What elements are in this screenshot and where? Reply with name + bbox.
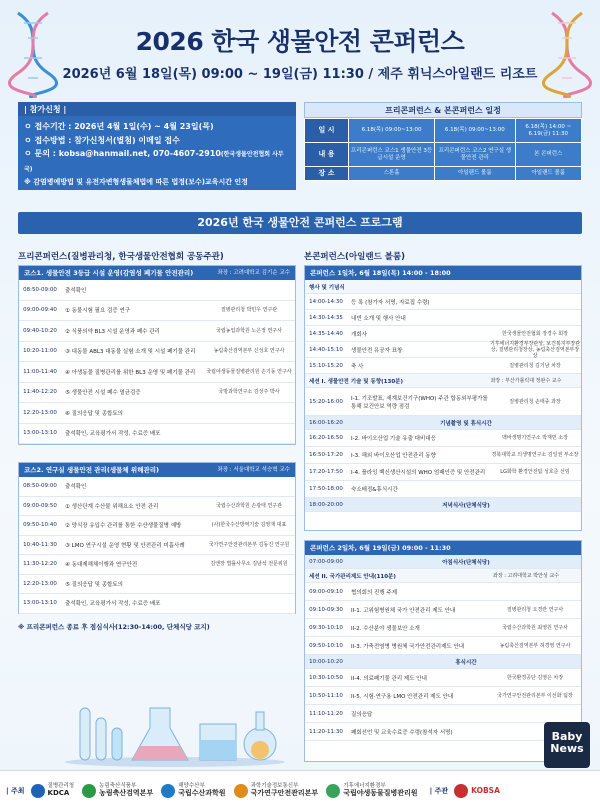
session-cell: I-1. 기조발표, 세계보건기구(WHO) 주관 합동외부평가를 통해 보건안보 역량 점검 — [351, 395, 488, 410]
event-date-location: 2026년 6월 18일(목) 09:00 ~ 19일(금) 11:30 / 제주 휘닉스아일랜드 리조트 — [62, 67, 538, 82]
presenter-cell: 한국생물안전협회 장경수 회장 — [502, 330, 568, 337]
schedule-row-content: 내 용 프리콘퍼런스 코스1 생물안전 3등급시설 운영 프리콘퍼런스 코스2 연구실 생물안전 관리 본 콘퍼런스 — [305, 143, 582, 167]
course2-panel — [18, 462, 296, 614]
time-cell: 17:20-17:50 — [309, 469, 343, 475]
session-cell: 숙소배정&휴식시간 — [351, 487, 398, 493]
day2-session2-rows — [305, 583, 581, 655]
session-cell: ① 생산단계 수산물 위해요소 안전 관리 — [65, 503, 159, 510]
table-row — [305, 481, 581, 498]
presenter-cell: 국립수산과학원 최영원 연구사 — [502, 624, 568, 631]
time-cell: 09:00-09:50 — [23, 502, 57, 509]
table-row — [19, 362, 295, 383]
host-org-parent: 해양수산부 — [178, 783, 205, 789]
presenter-cell: 질병관리청 박민우 연구관 — [220, 307, 278, 314]
table-row — [305, 358, 581, 374]
time-cell: 10:20-11:00 — [23, 348, 57, 355]
table-row — [19, 301, 295, 322]
session-cell: 내빈 소개 및 행사 안내 — [351, 315, 406, 322]
session-cell: 폐회선언 및 교육수료증 수령(참석자 서명) — [351, 729, 453, 736]
presenter-cell: 질병관리청 오경란 연구사 — [506, 606, 564, 613]
session-cell: ④ 아생동물 질병관리를 위한 BL3 운영 및 폐기물 관리 — [65, 369, 196, 376]
day1-session1-rows-2 — [305, 430, 581, 498]
course1-panel — [18, 265, 296, 445]
presenter-cell: 맥바생명기연구소 박재민 소장 — [502, 435, 568, 441]
registration-contact: ㅇ 문의 : kobsa@hanmail.net, 070-4607-2910(한국생물안전협회 사무국) — [24, 149, 284, 173]
presenter-cell: 국가연구안전관리본부 김동진 연구원 — [208, 541, 290, 548]
table-row — [305, 637, 581, 655]
table-row — [305, 447, 581, 464]
session-cell: I-4. 플라잉 백신생산시설의 WHO 엄패인증 및 안전관리 — [351, 470, 486, 476]
host-org-parent: 농림축산식품부 — [99, 783, 137, 789]
table-row — [305, 619, 581, 637]
host-org-name: 농림축산검역본부 — [99, 789, 154, 797]
host-label: | 주최 — [6, 786, 25, 795]
session-cell: ② 양식장 유입수 관리를 통한 수산생물질병 예방 — [65, 523, 182, 530]
table-row — [305, 294, 581, 310]
time-cell: 13:00-13:10 — [23, 600, 57, 607]
time-cell: 10:50-11:10 — [309, 692, 343, 699]
table-row — [305, 464, 581, 481]
time-cell: 14:35-14:40 — [309, 330, 343, 337]
table-row — [305, 687, 581, 705]
table-row — [305, 342, 581, 358]
time-cell: 17:50-18:00 — [309, 486, 343, 492]
host-org-name: 국가연구안전관리본부 — [250, 789, 319, 797]
host-org-parent: 기후에너지환경부 — [343, 783, 386, 789]
session-cell: 축 사 — [351, 363, 364, 370]
presenter-cell: 김앤장 법률사무소 김남석 전문위원 — [210, 561, 288, 568]
session-cell: II-3. 가축전염병 병원체 국가안전관리제도 안내 — [351, 643, 465, 650]
header — [0, 0, 600, 95]
time-cell: 16:20-16:50 — [309, 435, 343, 441]
presenter-cell: (사)한국수산방역기술 김영재 대표 — [211, 522, 287, 529]
host-org-parent: 과학기술정보통신부 — [250, 783, 299, 789]
host-org-name: KDCA — [47, 789, 70, 797]
table-row — [19, 516, 295, 536]
time-cell: 11:30-12:20 — [23, 561, 57, 568]
time-cell: 09:10-09:30 — [309, 606, 343, 613]
registration-credit-note: ※ 감염병예방법 및 유전자변형생물체법에 따른 법정(보수)교육시간 인정 — [24, 178, 248, 186]
table-row — [19, 594, 295, 614]
presenter-cell: 국립수산과학원 손광태 연구관 — [216, 502, 282, 509]
day1-header: 콘퍼런스 1일차, 6월 18일(목) 14:00 - 18:00 — [305, 266, 581, 280]
session-cell: 생물안전 유공자 표창 — [351, 347, 403, 354]
organizer-label: | 주관 — [429, 786, 449, 795]
registration-heading: | 참가신청 | — [18, 102, 296, 116]
registration-period: ㅇ 접수기간 : 2026년 4월 1일(수) ~ 4월 23일(목) — [24, 122, 214, 131]
schedule-row-venue: 장 소 스톤홀 아일랜드 볼룸 아일랜드 볼룸 — [305, 167, 582, 181]
session-cell: 등 록 (참가자 서명, 자료집 수령) — [351, 299, 430, 306]
table-row — [19, 424, 295, 445]
day1-session1-rows — [305, 388, 581, 416]
pre-conference-note: ※ 프리콘퍼런스 종료 후 점심식사(12:30-14:00, 단체식당 코지) — [18, 623, 210, 631]
presenter-cell: 국가연구안전관리본부 이선화 팀장 — [497, 692, 573, 699]
course1-header: 코스1. 생물안전 3등급 시설 운영(감염성 폐기물 안전관리) 좌장 : 고려대학교 김기순 교수 — [19, 266, 295, 280]
session-cell: 출석확인 — [65, 287, 87, 294]
table-row — [19, 280, 295, 301]
day1-break-row: 16:00-16:20 기념촬영 및 휴식시간 — [305, 416, 581, 430]
session-cell: II-1. 고위험병원체 국가 안전관리 제도 안내 — [351, 607, 456, 614]
time-cell: 10:40-11:30 — [23, 541, 57, 548]
host-org-name: 국립야생동물질병관리원 — [343, 789, 418, 797]
kobsa-icon — [454, 784, 468, 798]
nrsm-icon — [234, 784, 248, 798]
day1-session1-label: 세션 I. 생물안전 기술 및 동향(130분) 좌장 : 부산가톨릭대 정완수 교수 — [305, 374, 581, 388]
table-row — [19, 403, 295, 424]
program-banner: 2026년 한국 생물안전 콘퍼런스 프로그램 — [18, 212, 582, 234]
session-cell: 협의회의 진행 주제 — [351, 589, 398, 596]
day2-breakfast-row: 07:00-09:00 아침식사(단체식당) — [305, 555, 581, 569]
presenter-cell: 국방과학연구소 김성주 박사 — [218, 389, 280, 396]
footer-organizers — [0, 770, 600, 810]
session-cell: ② 식품의약 BL3 시설 운영과 폐수 관리 — [65, 328, 160, 335]
day1-opening-label: 행사 및 기념식 — [305, 280, 581, 294]
session-cell: 출석확인, 교육평가서 작성, 수료증 배포 — [65, 601, 161, 608]
host-org-list — [31, 783, 426, 798]
page-title: 2026 한국 생물안전 콘퍼런스 — [135, 27, 465, 56]
time-cell: 12:20-13:00 — [23, 409, 57, 416]
day1-dinner-row: 18:00-20:00 저녁식사(단체식당) — [305, 498, 581, 512]
time-cell: 09:00-09:40 — [23, 307, 57, 314]
time-cell: 09:50-10:40 — [23, 522, 57, 529]
table-row — [305, 388, 581, 416]
table-row — [305, 669, 581, 687]
presenter-cell: 질병관리청 김기남 차장 — [509, 362, 561, 369]
organizer-kobsa: KOBSA — [454, 784, 500, 798]
presenter-cell: 농림축산검역본부 신성호 연구사 — [213, 348, 285, 355]
schedule-heading: 프리콘퍼런스 & 본콘퍼런스 일정 — [304, 102, 582, 118]
table-row — [19, 383, 295, 404]
host-org — [326, 783, 417, 798]
time-cell: 09:00-09:10 — [309, 588, 343, 595]
session-cell: 출석확인 — [65, 484, 87, 491]
table-row — [305, 583, 581, 601]
table-row — [305, 723, 581, 741]
table-row — [19, 536, 295, 556]
table-row — [305, 601, 581, 619]
session-cell: 출석확인, 교육평가서 작성, 수료증 배포 — [65, 431, 161, 438]
table-row — [19, 555, 295, 575]
session-cell: ③ LMO 연구시설 운영 현황 및 안전관리 미흡사례 — [65, 542, 185, 549]
time-cell: 15:10-15:20 — [309, 362, 343, 369]
table-row — [19, 575, 295, 595]
time-cell: 09:40-10:20 — [23, 327, 57, 334]
session-cell: ① 동물시험 필요 검증 연구 — [65, 308, 131, 315]
course1-rows — [19, 280, 295, 444]
registration-info — [18, 116, 296, 190]
table-row — [19, 497, 295, 517]
presenter-cell: 기후에너지환경부장관상, 보건복지부장관상, 질병관리청장상, 농림축산검역본부장상 — [489, 340, 581, 359]
session-cell: II-2. 수산분야 생물보안 소개 — [351, 625, 420, 632]
session-cell: ③ 대동물 ABL3 대동물 실험 소개 및 시설 폐기물 관리 — [65, 349, 196, 356]
session-cell: ⑥ 질의응답 및 종합토의 — [65, 410, 123, 417]
host-org — [31, 783, 75, 798]
time-cell: 11:10-11:20 — [309, 710, 343, 717]
dna-helix-icon — [542, 8, 592, 98]
host-org-name: 국립수산과학원 — [178, 789, 226, 797]
nifs-icon — [161, 784, 175, 798]
time-cell: 11:20-11:30 — [309, 728, 343, 735]
schedule-table — [304, 102, 582, 190]
course2-header: 코스2. 연구실 생물안전 관리(생물체 위해관리) 좌장 : 서울대학교 석승혁 교수 — [19, 463, 295, 477]
time-cell: 14:30-14:35 — [309, 314, 343, 321]
day2-session2-rows-2 — [305, 669, 581, 741]
time-cell: 11:00-11:40 — [23, 368, 57, 375]
registration-method: ㅇ 접수방법 : 참가신청서(별첨) 이메일 접수 — [24, 135, 180, 145]
time-cell: 08:50-09:00 — [23, 483, 57, 490]
day2-break-row: 10:00-10:20 휴식시간 — [305, 655, 581, 669]
session-cell: ⑤ 생물안전 시설 폐수 멸균검증 — [65, 390, 141, 397]
table-row — [19, 342, 295, 363]
time-cell: 10:30-10:50 — [309, 674, 343, 681]
time-cell: 09:30-10:10 — [309, 624, 343, 631]
pre-conference-title: 프리콘퍼런스(질병관리청, 한국생물안전협회 공동주관) — [18, 252, 224, 262]
kdca-icon — [31, 784, 45, 798]
table-row — [19, 321, 295, 342]
host-org-parent: 질병관리청 — [47, 783, 75, 789]
time-cell: 13:00-13:10 — [23, 430, 57, 437]
time-cell: 12:20-13:00 — [23, 580, 57, 587]
time-cell: 09:50-10:10 — [309, 642, 343, 649]
session-cell: 개회사 — [351, 331, 367, 338]
day2-panel — [304, 540, 582, 762]
time-cell: 15:20-16:00 — [309, 398, 343, 405]
presenter-cell: 한국환경공단 김영은 차장 — [506, 674, 564, 681]
schedule-grid — [304, 118, 582, 181]
day2-header: 콘퍼런스 2일차, 6월 19일(금) 09:00 - 11:30 — [305, 541, 581, 555]
presenter-cell: 농림축산검역본부 허경영 연구사 — [499, 642, 571, 649]
session-cell: II-4. 의료폐기물 관리 제도 안내 — [351, 675, 427, 682]
presenter-cell: LG화학 환경안전팀 성호준 선임 — [500, 469, 570, 475]
table-row — [305, 430, 581, 447]
day1-panel — [304, 265, 582, 531]
apqa-icon — [82, 784, 96, 798]
time-cell: 11:40-12:20 — [23, 389, 57, 396]
table-row — [305, 310, 581, 326]
time-cell: 14:40-15:10 — [309, 346, 343, 353]
host-org — [82, 783, 153, 798]
presenter-cell: 질병관리청 손태종 과장 — [509, 398, 561, 405]
table-row — [19, 477, 295, 497]
main-conference-title: 본콘퍼런스(아일랜드 볼룸) — [304, 252, 406, 262]
presenter-cell: 국립야생동물질병관리원 손기동 연구사 — [206, 368, 292, 375]
schedule-row-datetime: 일 시 6.18(목) 09:00~13:00 6.18(목) 09:00~13:00 6.18(목) 14:00 ~ 6.19(금) 11:30 — [305, 119, 582, 143]
table-row — [305, 705, 581, 723]
session-cell: 질의응답 — [351, 711, 373, 718]
session-cell: II-5. 시험·연구용 LMO 안전관리 제도 안내 — [351, 693, 454, 700]
presenter-cell: 국립농업과학원 노은정 연구사 — [216, 327, 282, 334]
session-cell: I-2. 바이오산업 기술 유출 대비대응 — [351, 436, 436, 442]
session-cell: I-3. 해외 바이오산업 안전관리 동향 — [351, 453, 436, 459]
time-cell: 16:50-17:20 — [309, 452, 343, 458]
session-cell: ⑤ 질의응답 및 종합토의 — [65, 581, 123, 588]
host-org — [161, 783, 225, 798]
time-cell: 14:00-14:30 — [309, 298, 343, 305]
time-cell: 08:50-09:00 — [23, 286, 57, 293]
nwdi-icon — [326, 784, 340, 798]
babynews-watermark: Baby News — [544, 722, 590, 768]
course2-rows — [19, 477, 295, 614]
lab-glassware-illustration — [60, 688, 290, 768]
session-cell: ④ 동대제해체이행과 연구안전 — [65, 562, 138, 569]
day1-opening-rows — [305, 294, 581, 374]
host-org — [234, 783, 319, 798]
presenter-cell: 경북대학교 의생명연구소 김일권 부소장 — [491, 452, 579, 458]
day2-session2-label: 세션 II. 국가관리제도 안내(110분) 좌장 : 고려대학교 박안성 교수 — [305, 569, 581, 583]
